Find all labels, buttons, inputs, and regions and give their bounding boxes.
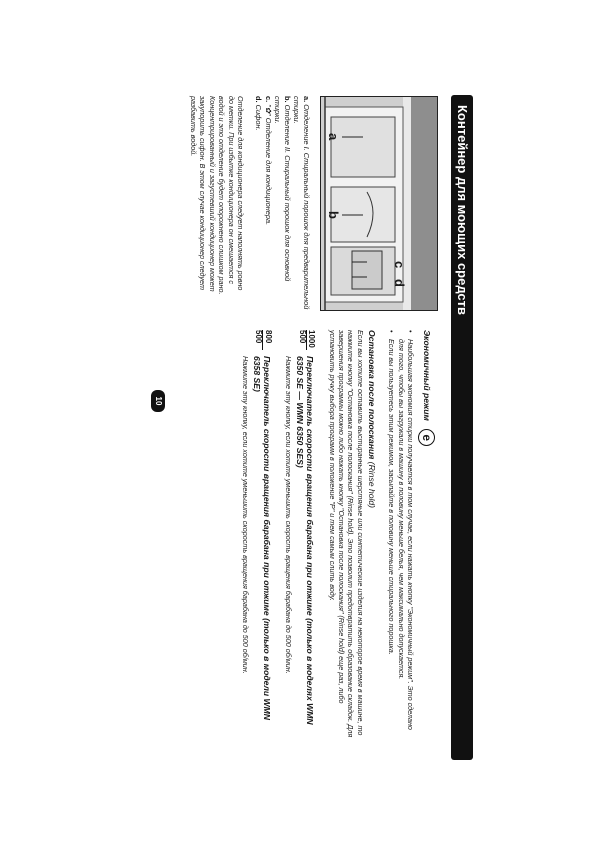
eco-bullet: • Наибольшая экономия стирки получается в том случае, если нажать кнопку "Экономичный режим". Это сделано для того, чтобы вы загружали в машину в половину меньше белья, чем максимально допускается. (396, 330, 415, 740)
rinse-hold-section (327, 330, 377, 740)
eco-section (387, 330, 435, 740)
conditioner-note: Отделение для кондиционера следует наполнять ровно до метки. При избытке кондиционера он смешается с водой и это отделение будет опорожнено слишком рано. Концентрированный и загустевший кондиционер может закупорить сифон. В этом случае кондиционер следует разбавить водой. (188, 96, 245, 295)
spin-section-2 (240, 330, 271, 740)
spin1-text: Нажмите эту кнопку, если хотите уменьшить скорость вращения барабана до 500 об/мин. (284, 356, 294, 674)
eco-mode-icon: e (418, 429, 435, 446)
section-title: Контейнер для моющих средств (455, 105, 470, 316)
page-number: 10 (151, 390, 165, 412)
spin-speed-badge-2: 800 500 (240, 330, 271, 350)
compartment-legend (253, 96, 311, 311)
eco-bullet: • Если вы пользуетесь этим режимом, засыпайте в половину меньше стирального порошка. (387, 330, 396, 740)
spin2-heading: Переключатель скорости вращения барабана при отжиме (только в модели WMN 6358 SE) (251, 356, 272, 721)
photo-label-d: d (392, 279, 407, 287)
eco-bullets (387, 330, 415, 740)
rinse-hold-text: Если вы хотите оставить выстиранные шерстяные или синтетические изделия на некоторое время в машине, то нажмите кнопку "Остановка после полоскания" (Rinse hold). Это позволит предотвратить образование складок. Для завершения программы можно либо нажать кнопку "Остановка после полоскания" (Rinse hold) еще раз, либо установить ручку выбора программ в положение "P" и тем самым слить воду. (327, 330, 365, 738)
photo-label-a: a (326, 133, 341, 141)
photo-label-c: c (392, 261, 407, 269)
legend-item-c: c. "✿" Отделение для кондиционера. (263, 96, 273, 226)
right-column (240, 330, 435, 740)
spin-speed-badge-1: 1000 500 (284, 330, 315, 350)
drawer-illustration (320, 97, 437, 311)
legend-item-d: d. Сифон. (254, 96, 264, 131)
spin1-heading: Переключатель скорости вращения барабана при отжиме (только в моделях WMN 6350 SE — WMN 6350 SES) (295, 356, 316, 725)
legend-item-a: a. Отделение I. Стиральный порошок для предварительной стирки. (292, 96, 311, 310)
spin-section-1 (284, 330, 315, 740)
rinse-hold-heading: Остановка после полоскания (Rinse hold) (366, 330, 377, 509)
spin2-text: Нажмите эту кнопку, если хотите уменьшить скорость вращения барабана до 500 об/мин. (240, 356, 250, 674)
legend-item-b: b. Отделение II. Стиральный порошок для основной стирки. (273, 96, 292, 282)
flower-symbol: "✿" (263, 104, 273, 116)
detergent-drawer-photo (320, 96, 438, 311)
photo-label-b: b (326, 211, 341, 219)
section-title-bar (451, 95, 473, 760)
eco-heading: Экономичный режим e (418, 330, 435, 740)
